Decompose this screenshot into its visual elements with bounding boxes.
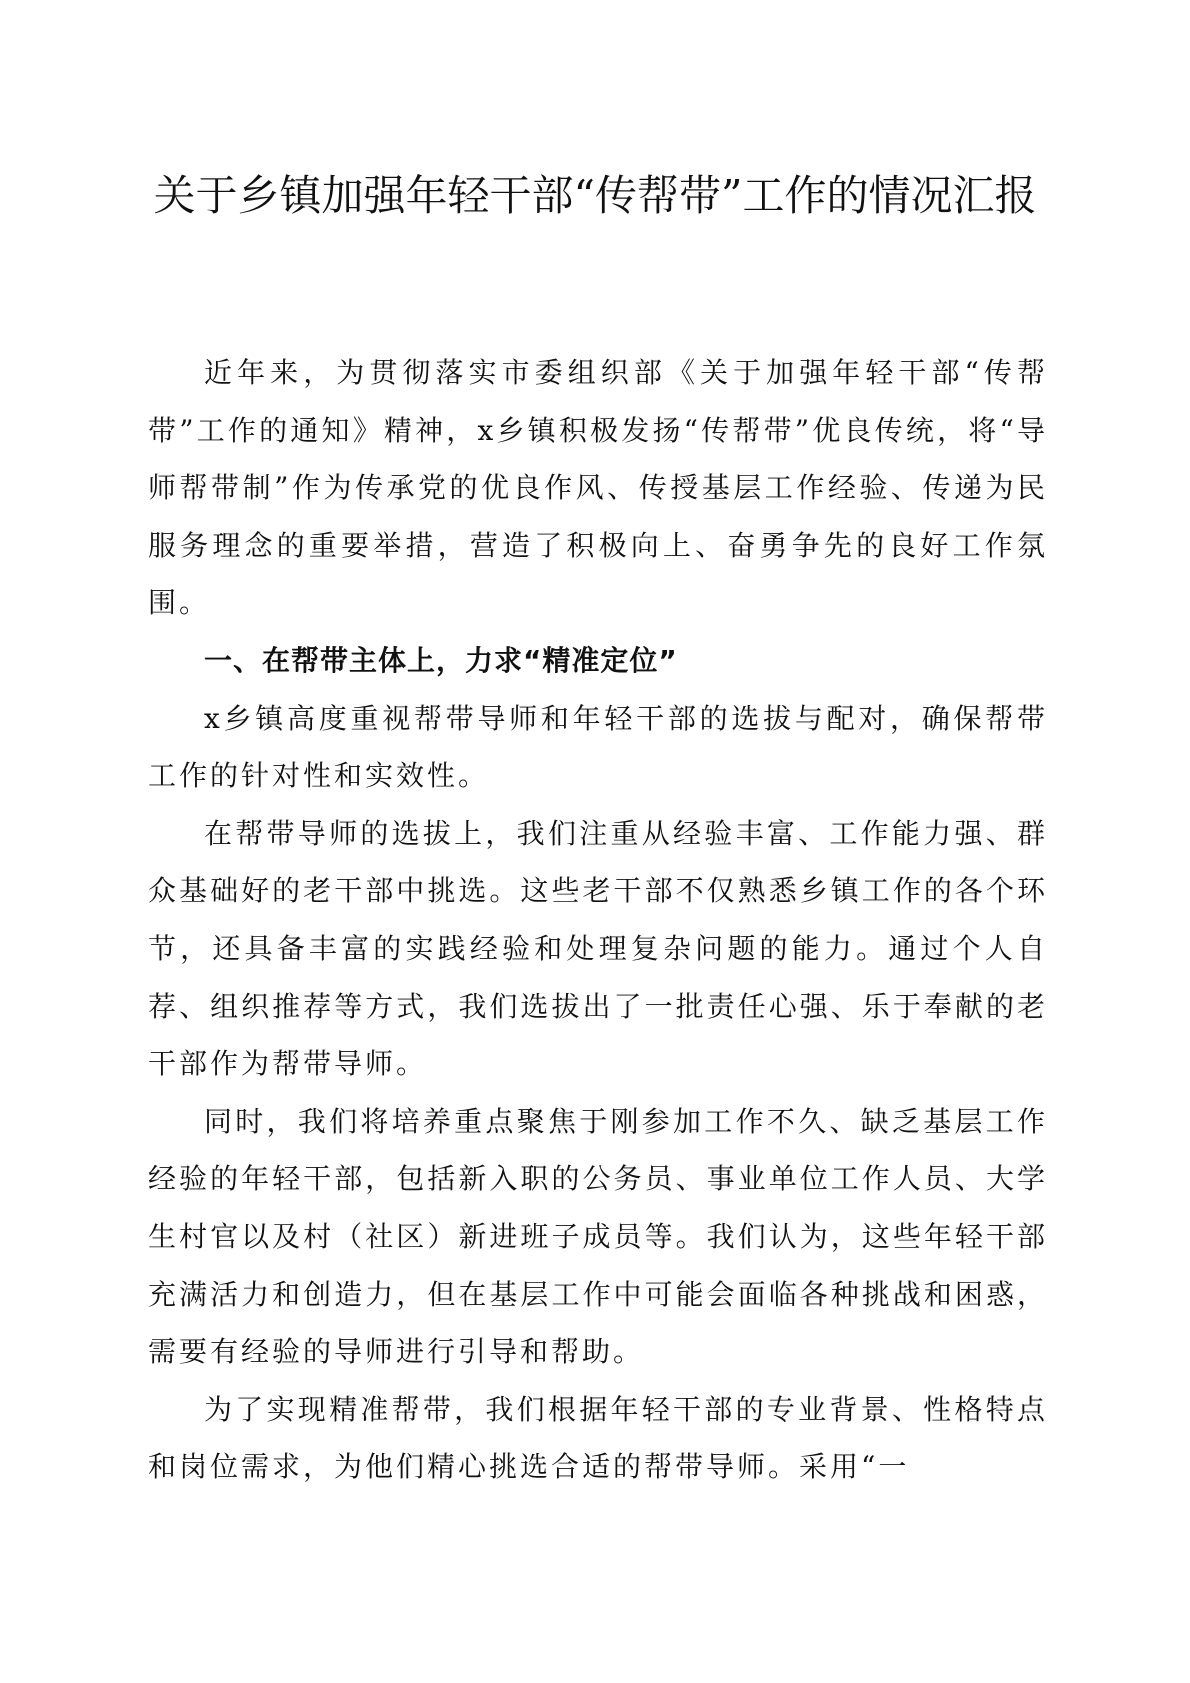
paragraph-intro: 近年来，为贯彻落实市委组织部《关于加强年轻干部“传帮带”工作的通知》精神，x乡镇积极发扬“传帮带”优良传统，将“导师帮带制”作为传承党的优良作风、传授基层工作经验、传递为民服务理念的重要举措，营造了积极向上、奋勇争先的良好工作氛围。 xyxy=(148,356,1048,620)
section-heading-1: 一、在帮带主体上，力求“精准定位” xyxy=(204,643,678,677)
document-title: 关于乡镇加强年轻干部“传帮带”工作的情况汇报 xyxy=(153,171,1037,220)
document-body xyxy=(148,344,1048,1496)
paragraph-precise-matching: 为了实现精准帮带，我们根据年轻干部的专业背景、性格特点和岗位需求，为他们精心挑选合适的帮带导师。采用“一 xyxy=(148,1392,1048,1484)
paragraph-mentor-selection: 在帮带导师的选拔上，我们注重从经验丰富、工作能力强、群众基础好的老干部中挑选。这些老干部不仅熟悉乡镇工作的各个环节，还具备丰富的实践经验和处理复杂问题的能力。通过个人自荐、组织推荐等方式，我们选拔出了一批责任心强、乐于奉献的老干部作为帮带导师。 xyxy=(148,816,1048,1081)
paragraph-selection-overview: x乡镇高度重视帮带导师和年轻干部的选拔与配对，确保帮带工作的针对性和实效性。 xyxy=(148,701,1048,793)
paragraph-young-cadres: 同时，我们将培养重点聚焦于刚参加工作不久、缺乏基层工作经验的年轻干部，包括新入职的公务员、事业单位工作人员、大学生村官以及村（社区）新进班子成员等。我们认为，这些年轻干部充满活力和创造力，但在基层工作中可能会面临各种挑战和困惑，需要有经验的导师进行引导和帮助。 xyxy=(148,1104,1048,1369)
